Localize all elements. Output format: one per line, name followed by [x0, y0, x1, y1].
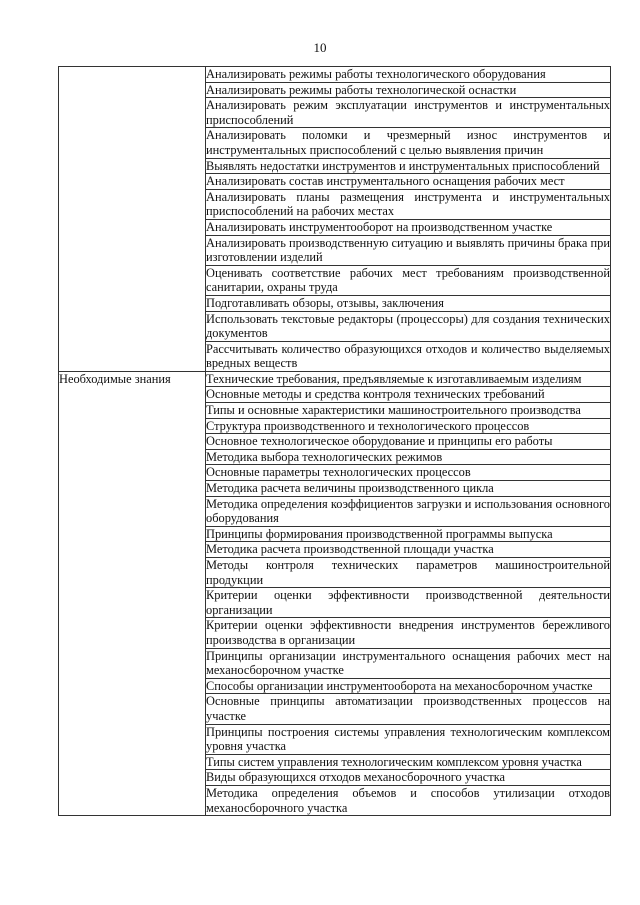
requirement-item: Виды образующихся отходов механосборочного участка: [206, 770, 611, 786]
requirement-item: Принципы организации инструментального оснащения рабочих мест на механосборочном участке: [206, 648, 610, 678]
requirement-item: Анализировать инструментооборот на производственном участке: [206, 219, 611, 235]
requirement-item: Рассчитывать количество образующихся отходов и количество выделяемых вредных веществ: [206, 341, 610, 371]
requirements-table: [58, 66, 611, 816]
requirement-item: Анализировать режим эксплуатации инструментов и инструментальных приспособлений: [206, 98, 610, 127]
requirement-item: Выявлять недостатки инструментов и инструментальных приспособлений: [206, 158, 611, 174]
section-label: Необходимые знания: [59, 371, 206, 815]
requirement-item: Оценивать соответствие рабочих мест требованиям производственной санитарии, охраны труда: [206, 265, 610, 295]
requirement-item: Анализировать производственную ситуацию и выявлять причины брака при изготовлении изделий: [206, 235, 610, 265]
requirement-item: Использовать текстовые редакторы (процессоры) для создания технических документов: [206, 311, 610, 341]
requirement-item: Критерии оценки эффективности производственной деятельности организации: [206, 588, 610, 617]
table-row: [59, 371, 611, 387]
requirements-table-body: [59, 67, 611, 816]
requirement-item: Основное технологическое оборудование и принципы его работы: [206, 434, 611, 450]
requirement-item: Технические требования, предъявляемые к изготавливаемым изделиям: [206, 371, 611, 387]
requirement-item: Анализировать режимы работы технологического оборудования: [206, 67, 611, 83]
requirement-item: Принципы формирования производственной программы выпуска: [206, 526, 611, 542]
requirement-item: Методика расчета величины производственного цикла: [206, 481, 611, 497]
table-row: [59, 67, 611, 83]
requirement-item: Критерии оценки эффективности внедрения инструментов бережливого производства в организации: [206, 618, 610, 647]
requirement-item: Типы систем управления технологическим комплексом уровня участка: [206, 754, 611, 770]
requirement-item: Способы организации инструментооборота на механосборочном участке: [206, 678, 611, 694]
requirement-item: Методы контроля технических параметров машиностроительной продукции: [206, 558, 610, 587]
section-label: [59, 67, 206, 372]
requirement-item: Основные параметры технологических процессов: [206, 465, 611, 481]
requirement-item: Типы и основные характеристики машиностроительного производства: [206, 403, 611, 419]
requirement-item: Анализировать режимы работы технологической оснастки: [206, 82, 611, 98]
requirement-item: Анализировать состав инструментального оснащения рабочих мест: [206, 174, 611, 190]
requirement-item: Основные принципы автоматизации производственных процессов на участке: [206, 694, 610, 723]
requirement-item: Методика определения коэффициентов загрузки и использования основного оборудования: [206, 496, 610, 526]
requirement-item: Методика расчета производственной площади участка: [206, 542, 611, 558]
requirement-item: Методика выбора технологических режимов: [206, 449, 611, 465]
page-number: 10: [313, 40, 327, 55]
requirement-item: Анализировать планы размещения инструмента и инструментальных приспособлений на рабочих местах: [206, 189, 610, 219]
requirement-item: Структура производственного и технологического процессов: [206, 418, 611, 434]
requirement-item: Принципы построения системы управления технологическим комплексом уровня участка: [206, 724, 610, 754]
requirement-item: Основные методы и средства контроля технических требований: [206, 387, 611, 403]
requirement-item: Подготавливать обзоры, отзывы, заключения: [206, 295, 611, 311]
requirement-item: Анализировать поломки и чрезмерный износ инструментов и инструментальных приспособлений с целью выявления причин: [206, 128, 610, 157]
requirement-item: Методика определения объемов и способов утилизации отходов механосборочного участка: [206, 785, 610, 815]
